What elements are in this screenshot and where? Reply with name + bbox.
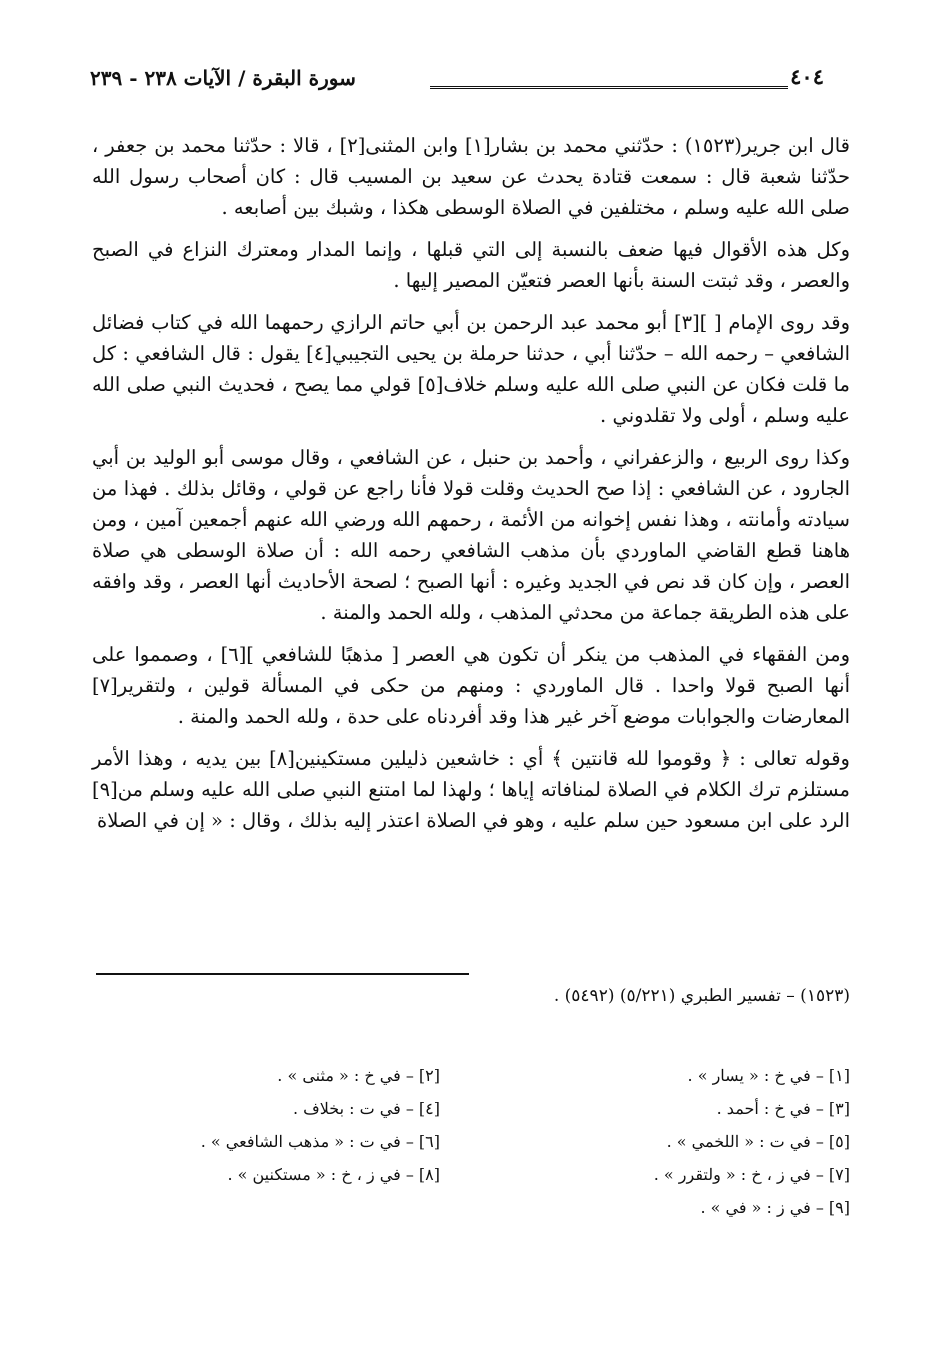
footnote-separator: [96, 973, 469, 975]
footnote-source: (١٥٢٣) – تفسير الطبري (٥/٢٢١) (٥٤٩٢) .: [553, 986, 850, 1006]
running-title: سورة البقرة / الآيات ٢٣٨ - ٢٣٩: [90, 66, 356, 90]
note-item: [٦] – في ت : « مذهب الشافعي » .: [200, 1132, 440, 1151]
page-number: ٤٠٤: [790, 64, 824, 89]
note-item: [١] – في خ : « يسار » .: [687, 1066, 850, 1085]
paragraph-3: وقد روى الإمام [ ][٣] أبو محمد عبد الرحمن بن أبي حاتم الرازي رحمهما الله في كتاب فضائل الشافعي – رحمه الله – حدّثنا أبي ، حدثنا حرملة بن يحيى التجيبي[٤] يقول : قال الشافعي : كل ما قلت فكان عن النبي صلى الله عليه وسلم خلاف[٥] قولي مما يصح ، فحديث النبي صلى الله عليه وسلم ، أولى ولا تقلدوني .: [92, 311, 851, 427]
paragraph-1: قال ابن جرير(١٥٢٣) : حدّثني محمد بن بشار[١] وابن المثنى[٢] ، قالا : حدّثنا محمد بن جعفر ، حدّثنا شعبة قال : سمعت قتادة يحدث عن سعيد بن المسيب قال : كان أصحاب رسول الله صلى الله عليه وسلم ، مختلفين في الصلاة الوسطى هكذا ، وشبك بين أصابعه .: [92, 134, 850, 219]
notes-column-left: [60, 1060, 440, 1192]
note-item: [٣] – في خ : أحمد .: [716, 1099, 850, 1118]
paragraph-4: وكذا روى الربيع ، والزعفراني ، وأحمد بن حنبل ، عن الشافعي ، وقال موسى أبو الوليد بن أبي الجارود ، عن الشافعي : إذا صح الحديث وقلت قولا فأنا راجع عن قولي ، وقائل بذلك . فهذا من سيادته وأمانته ، وهذا نفس إخوانه من الأئمة ، رحمهم الله ورضي الله عنهم أجمعين آمين ، ومن هاهنا قطع القاضي الماوردي بأن مذهب الشافعي رحمه الله : أن صلاة الوسطى هي صلاة العصر ، وإن كان قد نص في الجديد وغيره : أنها الصبح ؛ لصحة الأحاديث أنها العصر ، وقد وافقه على هذه الطريقة جماعة من محدثي المذهب ، ولله الحمد والمنة .: [92, 446, 850, 624]
note-item: [٥] – في ت : « اللخمي » .: [666, 1132, 850, 1151]
notes-column-right: [470, 1060, 850, 1225]
header-rule: [430, 86, 788, 89]
note-item: [٨] – في ز ، خ : « مستكنين » .: [227, 1165, 440, 1184]
note-item: [٤] – في ت : بخلاف .: [292, 1099, 440, 1118]
note-item: [٧] – في ز ، خ : « ولتقرر » .: [653, 1165, 850, 1184]
paragraph-6: وقوله تعالى : ﴿ وقوموا لله قانتين ﴾ أي : خاشعين ذليلين مستكينين[٨] بين يديه ، وهذا الأمر مستلزم ترك الكلام في الصلاة لمنافاته إياها ؛ ولهذا لما امتنع النبي صلى الله عليه وسلم من[٩] الرد على ابن مسعود حين سلم عليه ، وهو في الصلاة اعتذر إليه بذلك ، وقال : « إن في الصلاة: [92, 747, 850, 832]
paragraph-2: وكل هذه الأقوال فيها ضعف بالنسبة إلى التي قبلها ، وإنما المدار ومعترك النزاع في الصبح والعصر ، وقد ثبتت السنة بأنها العصر فتعيّن المصير إليها .: [92, 238, 850, 292]
main-text: [92, 130, 850, 847]
paragraph-5: ومن الفقهاء في المذهب من ينكر أن تكون هي العصر [ مذهبًا للشافعي ][٦] ، وصمموا على أنها الصبح قولا واحدا . قال الماوردي : ومنهم من حكى في المسألة قولين ، ولتقرير[٧] المعارضات والجوابات موضع آخر غير هذا وقد أفردناه على حدة ، ولله الحمد والمنة .: [92, 643, 851, 728]
note-item: [٩] – في ز : « في » .: [700, 1198, 850, 1217]
note-item: [٢] – في خ : « مثنى » .: [277, 1066, 440, 1085]
